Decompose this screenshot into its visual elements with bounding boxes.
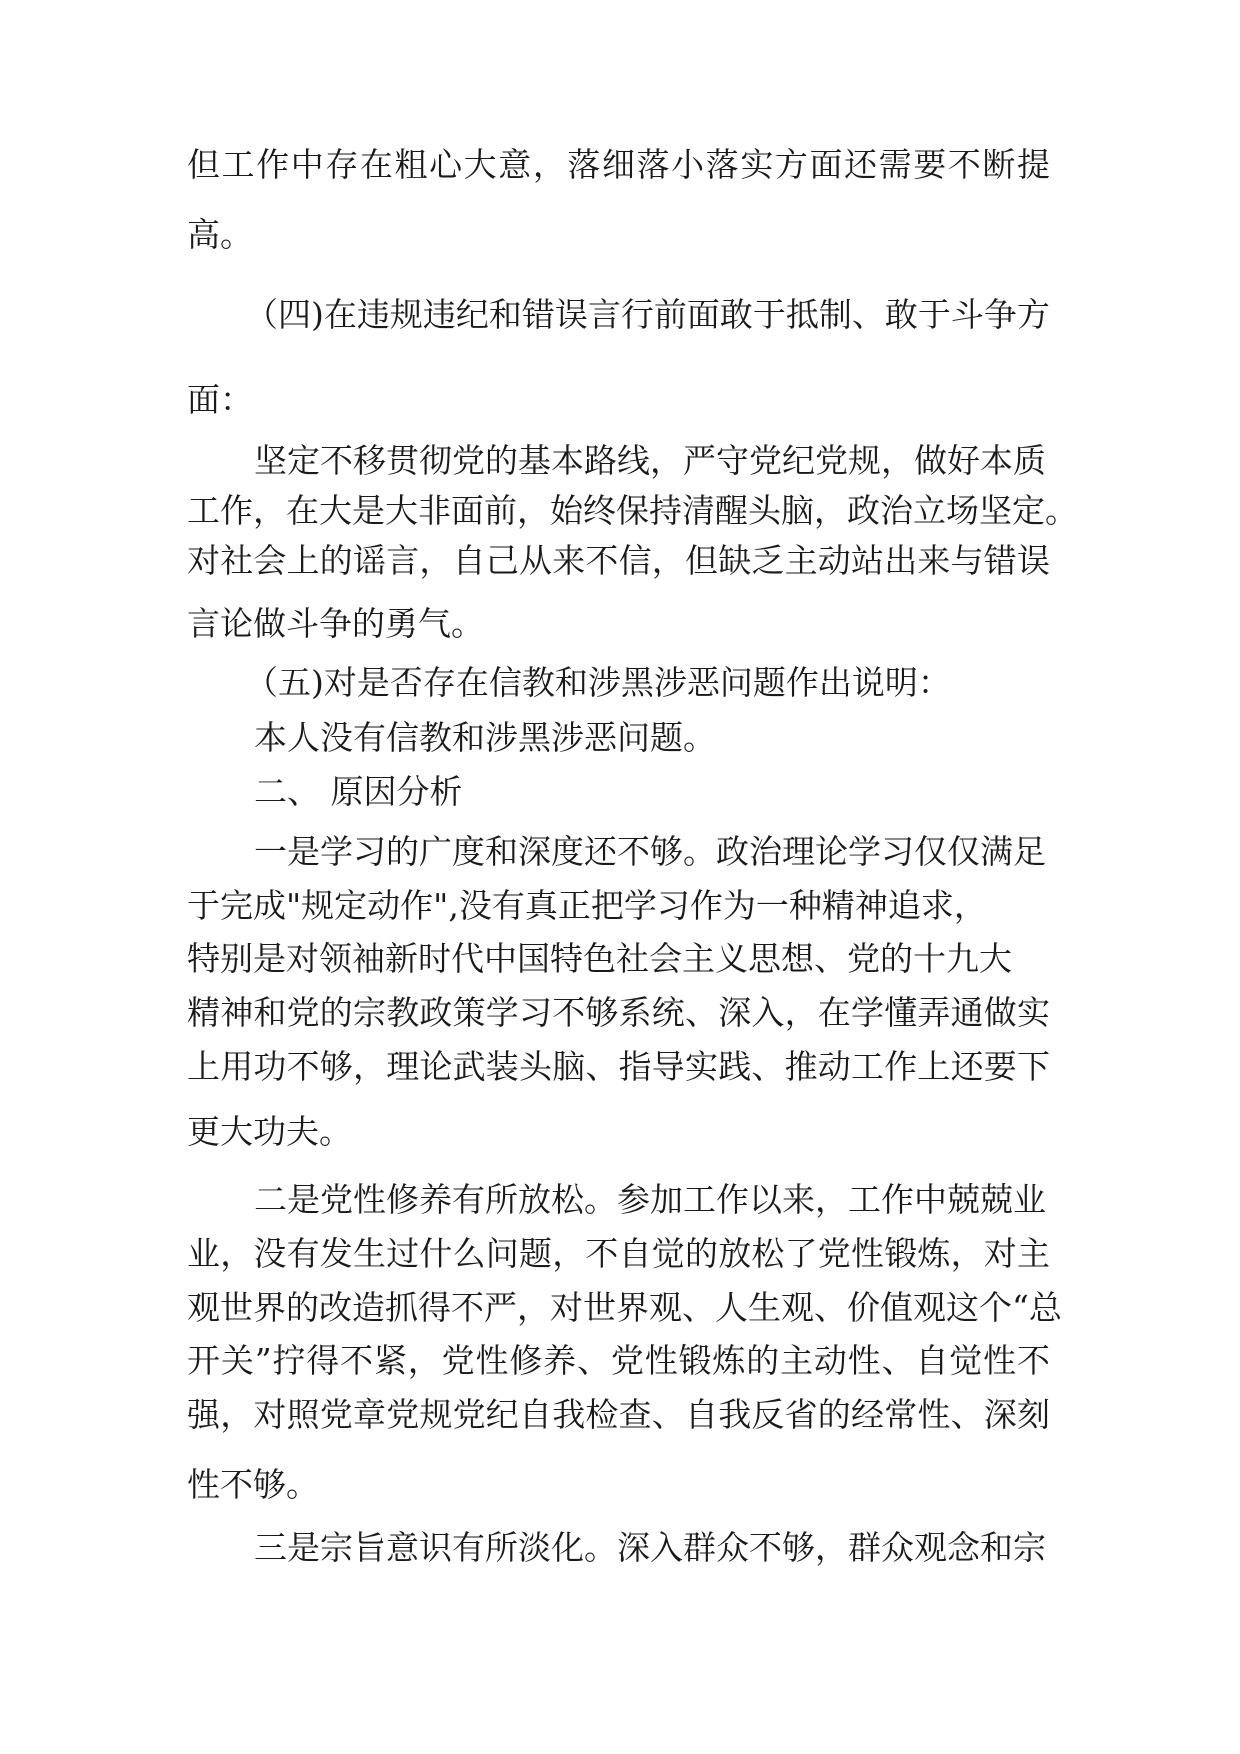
text-line-12 [254, 832, 1240, 872]
text-line-8 [187, 604, 1240, 644]
text-line-17-content: 更大功夫。 [187, 1112, 352, 1151]
text-line-8-content: 言论做斗争的勇气。 [187, 604, 484, 643]
text-line-2 [187, 215, 1240, 255]
text-line-7-content: 对社会上的谣言，自己从来不信，但缺乏主动站出来与错误 [187, 541, 1050, 580]
section-heading-five-content: （五)对是否存在信教和涉黑涉恶问题作出说明： [245, 663, 951, 702]
text-line-14-content: 特别是对领袖新时代中国特色社会主义思想、党的十九大 [187, 939, 1012, 978]
text-line-17 [187, 1112, 1240, 1152]
text-line-23 [187, 1465, 1240, 1505]
text-line-16 [187, 1047, 1240, 1087]
text-line-2-content: 高。 [187, 215, 253, 254]
text-line-13 [187, 886, 1240, 926]
text-line-18 [254, 1180, 1240, 1220]
section-heading-reasons-content: 二、 原因分析 [254, 772, 463, 811]
text-line-14 [187, 939, 1240, 979]
text-line-22 [187, 1395, 1240, 1435]
text-line-4 [187, 380, 1240, 420]
text-line-19 [187, 1234, 1240, 1274]
text-line-16-content: 上用功不够，理论武装头脑、指导实践、推动工作上还要下 [187, 1047, 1050, 1086]
text-line-15 [187, 993, 1240, 1033]
text-line-10 [254, 718, 1240, 758]
text-line-5-content: 坚定不移贯彻党的基本路线，严守党纪党规，做好本质 [254, 441, 1046, 480]
text-line-19-content: 业，没有发生过什么问题，不自觉的放松了党性锻炼，对主 [187, 1234, 1050, 1273]
text-line-10-content: 本人没有信教和涉黑涉恶问题。 [254, 718, 716, 757]
section-heading-four-content: （四)在违规违纪和错误言行前面敢于抵制、敢于斗争方 [245, 295, 1050, 334]
text-line-1 [187, 145, 1240, 185]
text-line-5 [254, 441, 1240, 481]
text-line-13-content: 于完成"规定动作",没有真正把学习作为一种精神追求， [187, 886, 987, 925]
text-line-6 [187, 491, 1240, 531]
text-line-6-content: 工作，在大是大非面前，始终保持清醒头脑，政治立场坚定。 [187, 491, 1078, 530]
text-line-23-content: 性不够。 [187, 1465, 319, 1504]
text-line-1-content: 但工作中存在粗心大意，落细落小落实方面还需要不断提 [187, 145, 1050, 184]
text-line-20 [187, 1288, 1240, 1328]
text-line-22-content: 强，对照党章党规党纪自我检查、自我反省的经常性、深刻 [187, 1395, 1050, 1434]
text-line-18-content: 二是党性修养有所放松。参加工作以来，工作中兢兢业 [254, 1180, 1046, 1219]
text-line-15-content: 精神和党的宗教政策学习不够系统、深入，在学懂弄通做实 [187, 993, 1050, 1032]
text-line-21 [187, 1341, 1240, 1381]
text-line-20-content: 观世界的改造抓得不严，对世界观、人生观、价值观这个“总 [187, 1288, 1062, 1327]
text-line-7 [187, 541, 1240, 581]
text-line-12-content: 一是学习的广度和深度还不够。政治理论学习仅仅满足 [254, 832, 1046, 871]
section-heading-four [245, 295, 1240, 335]
text-line-4-content: 面： [187, 380, 253, 419]
text-line-24 [254, 1528, 1240, 1568]
text-line-21-content: 开关”拧得不紧，党性修养、党性锻炼的主动性、自觉性不 [187, 1341, 1050, 1380]
text-line-24-content: 三是宗旨意识有所淡化。深入群众不够，群众观念和宗 [254, 1528, 1046, 1567]
section-heading-reasons [254, 772, 1240, 812]
section-heading-five [245, 663, 1240, 703]
